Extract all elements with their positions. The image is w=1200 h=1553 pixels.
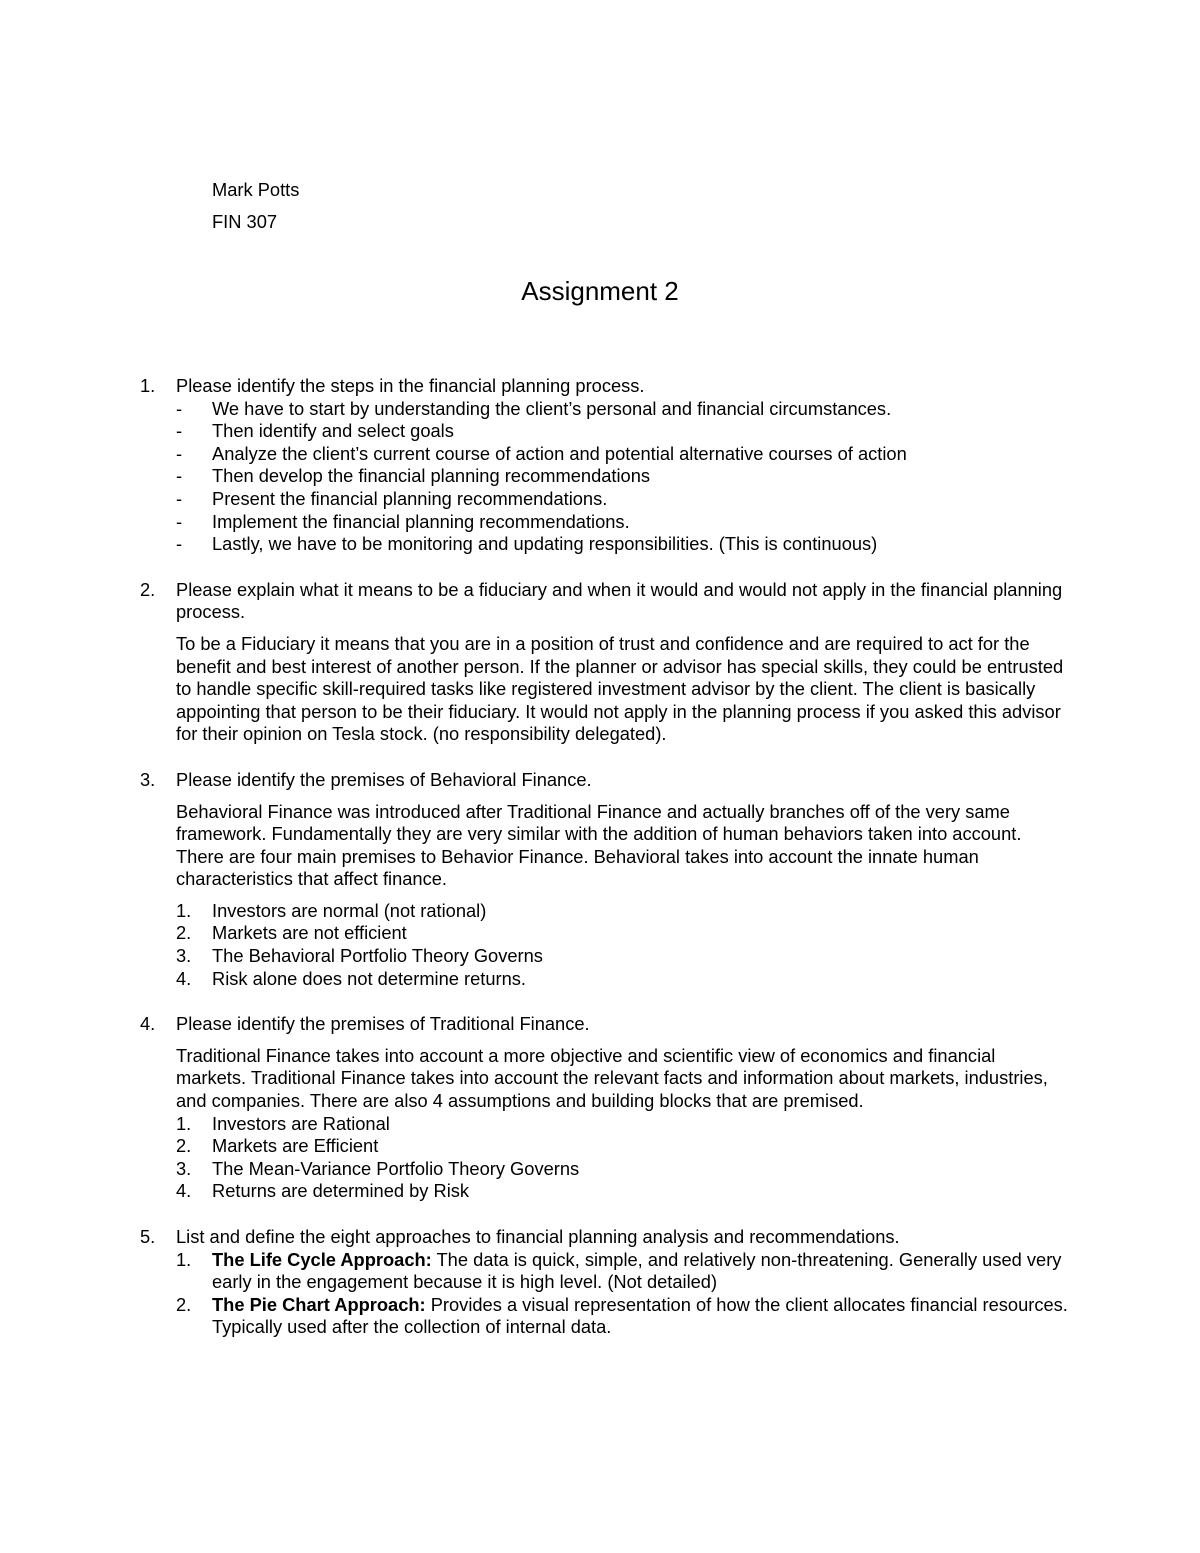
list-item: 3. The Mean-Variance Portfolio Theory Governs	[176, 1157, 580, 1179]
dash-bullet: -	[176, 533, 183, 555]
question-number: 4.	[140, 1013, 156, 1035]
dash-bullet: -	[176, 442, 183, 464]
list-item: 2. Markets are not efficient	[176, 922, 407, 944]
list-item: 1. The Life Cycle Approach: The data is quick, simple, and relatively non-threatening. Generally used very early in the engagement because it is high level. (Not detailed)	[176, 1248, 1062, 1293]
question-1	[140, 375, 1070, 556]
question-prompt: Please identify the premises of Traditional Finance.	[176, 1013, 590, 1035]
dash-bullet: -	[176, 420, 183, 442]
answer-paragraph: Behavioral Finance was introduced after Traditional Finance and actually branches off of the very same framework. Fundamentally they are very similar with the addition of human behaviors taken into account. There are four main premises to Behavior Finance. Behavioral takes into account the innate human characteristics that affect finance.	[176, 800, 1022, 890]
list-item: 1. Investors are normal (not rational)	[176, 899, 487, 921]
question-prompt: List and define the eight approaches to financial planning analysis and recommendations.	[176, 1226, 900, 1247]
question-number: 2.	[140, 578, 156, 600]
course-code: FIN 307	[212, 211, 278, 232]
approach-term: The Pie Chart Approach:	[212, 1293, 426, 1315]
list-item: 4. Returns are determined by Risk	[176, 1180, 470, 1202]
question-prompt: Please identify the premises of Behavioral Finance.	[176, 768, 592, 790]
list-item: - Present the financial planning recommendations.	[176, 487, 608, 509]
list-item: 2. Markets are Efficient	[176, 1135, 379, 1157]
list-item: - Then identify and select goals	[176, 420, 454, 442]
document-title: Assignment 2	[521, 276, 679, 306]
question-number: 1.	[140, 375, 156, 396]
list-item: - Lastly, we have to be monitoring and updating responsibilities. (This is continuous)	[176, 533, 878, 555]
premises-list	[176, 900, 1070, 990]
steps-list	[176, 398, 1070, 556]
list-item: - Then develop the financial planning recommendations	[176, 465, 651, 487]
author-name: Mark Potts	[212, 179, 300, 200]
question-5	[140, 1226, 1070, 1339]
approach-term: The Life Cycle Approach:	[212, 1248, 432, 1270]
list-item: 2. The Pie Chart Approach: Provides a visual representation of how the client allocates financial resources. Typically used after the collection of internal data.	[176, 1293, 1068, 1338]
question-number: 5.	[140, 1226, 156, 1247]
question-4	[140, 1013, 1070, 1203]
dash-bullet: -	[176, 397, 183, 419]
question-3	[140, 769, 1070, 990]
dash-bullet: -	[176, 487, 183, 509]
approach-definition: Provides a visual representation of how the client allocates financial resources. Typically used after the collection of internal data.	[212, 1293, 1068, 1338]
question-2	[140, 579, 1070, 746]
list-item: - We have to start by understanding the client’s personal and financial circumstances.	[176, 397, 892, 419]
question-prompt: Please explain what it means to be a fiduciary and when it would and would not apply in the financial planning process.	[176, 578, 1063, 623]
premises-list	[176, 1113, 1070, 1203]
list-item: - Implement the financial planning recommendations.	[176, 510, 630, 532]
list-item: - Analyze the client’s current course of action and potential alternative courses of action	[176, 442, 907, 464]
answer-paragraph: To be a Fiduciary it means that you are in a position of trust and confidence and are required to act for the benefit and best interest of another person. If the planner or advisor has special skills, they could be entrusted to handle specific skill-required tasks like registered investment advisor by the client. The client is basically appointing that person to be their fiduciary. It would not apply in the planning process if you asked this advisor for their opinion on Tesla stock. (no responsibility delegated).	[176, 632, 1064, 745]
approach-definition: The data is quick, simple, and relatively non-threatening. Generally used very early in the engagement because it is high level. (Not detailed)	[212, 1248, 1062, 1293]
list-item: 3. The Behavioral Portfolio Theory Governs	[176, 945, 543, 967]
question-prompt: Please identify the steps in the financial planning process.	[176, 375, 645, 396]
answer-paragraph: Traditional Finance takes into account a more objective and scientific view of economics and financial markets. Traditional Finance takes into account the relevant facts and information about markets, industries, and companies. There are also 4 assumptions and building blocks that are premised.	[176, 1044, 1048, 1112]
document-body	[140, 375, 1070, 1339]
dash-bullet: -	[176, 465, 183, 487]
dash-bullet: -	[176, 510, 183, 532]
approaches-list	[176, 1249, 1070, 1339]
list-item: 4. Risk alone does not determine returns.	[176, 967, 526, 989]
list-item: 1. Investors are Rational	[176, 1112, 390, 1134]
question-number: 3.	[140, 768, 156, 790]
